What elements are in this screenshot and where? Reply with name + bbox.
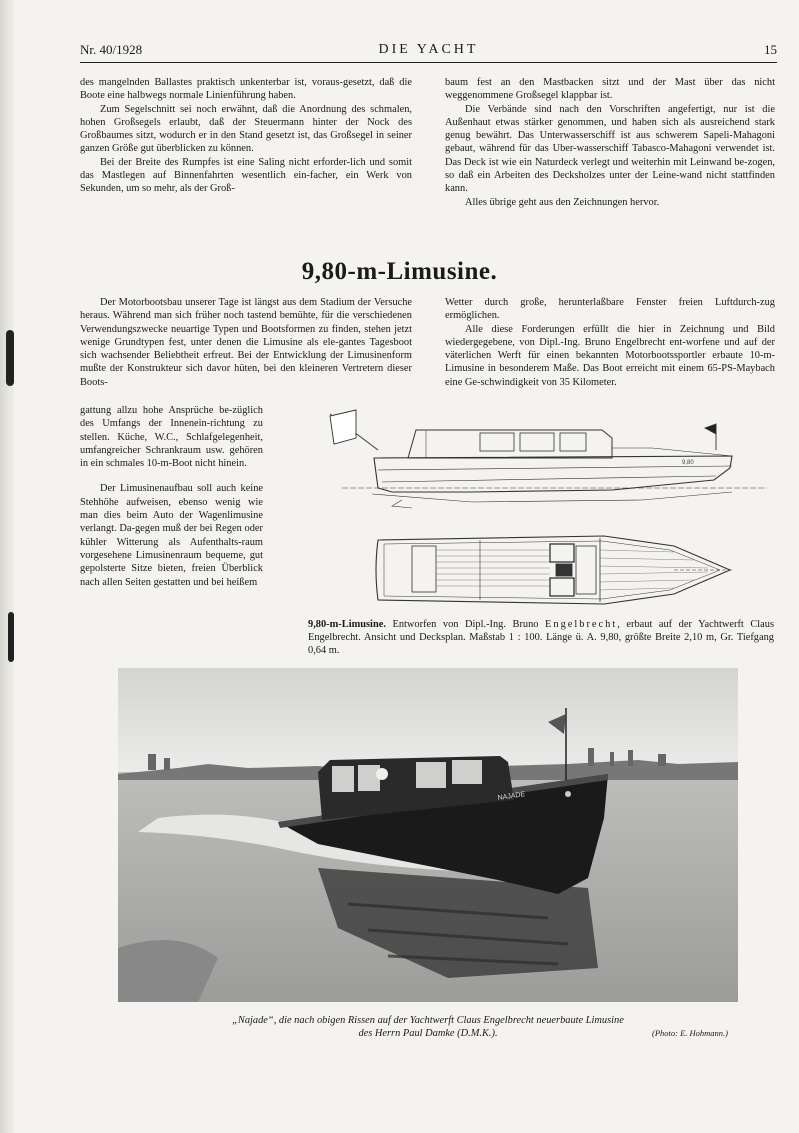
drawing-caption (308, 618, 774, 657)
paragraph: des mangelnden Ballastes praktisch unkenterbar ist, voraus-gesetzt, daß die Boote eine halbwegs normale Linienführung haben. (80, 77, 412, 102)
paragraph: gattung allzu hohe Ansprüche be-züglich des Umfangs der Innenein-richtung zu stellen. Küche, W.C., Schlafgelegenheit, umfangreicher Schrankraum usw. gehören in ein schmales 10-m-Boot nicht hinein. (80, 405, 263, 470)
drawing-label: 9,80 (682, 460, 694, 466)
side-elevation-drawing (312, 408, 774, 512)
article-left-column-wide (80, 296, 412, 389)
caption-designer-name: Engelbrecht (545, 619, 618, 630)
paragraph: Der Motorbootsbau unserer Tage ist längst aus dem Stadium der Versuche heraus. Während man sich früher noch tastend bemühte, für die verschiedenen Verwendungszwecke neuartige Typen und Bootsformen zu finden, stehen jetzt wenige Grundtypen fest, unter denen die Limusine als ele-gantes Tagesboot sich wachsender Beliebtheit erfreut. Bei der Entwicklung der Limusinenform mußte der Konstrukteur sich davor hüten, bei den kleineren Vertretern dieser Boots- (80, 297, 412, 388)
article-left-column-narrow (80, 404, 263, 589)
boat-photograph (118, 668, 738, 1002)
header-rule (80, 62, 777, 63)
paragraph: Die Verbände sind nach den Vorschriften angefertigt, nur ist die Außenhaut etwas stärker genommen, und haben sich als ausreichend stark genug bewährt. Das Unterwasserschiff ist aus schwerem Sapeli-Mahagoni gebaut, während für das Uber-wasserschiff Tabasco-Mahagoni verwendet ist. Das Deck ist wie ein Naturdeck verlegt und weiterhin mit Leinwand be-zogen, so daß ein Arbeiten des Decksholzes unter der Leine-wand nicht stattfinden kann. (445, 103, 775, 195)
paragraph: Zum Segelschnitt sei noch erwähnt, daß die Anordnung des schmalen, hohen Großsegels erlaubt, daß der Steuermann hinter der Nock des Großbaumes sitzt, wodurch er in den Stand gesetzt ist, das Großsegel in seiner ganzen Größe gut überblicken zu können. (80, 103, 412, 155)
photo-caption-line: „Najade“, die nach obigen Rissen auf der Yachtwerft Claus Engelbrecht neuerbaute Limusine (232, 1015, 624, 1026)
previous-article-left-column (80, 76, 412, 196)
binding-mark (6, 330, 14, 386)
paragraph: baum fest an den Mastbacken sitzt und der Mast über das nicht weggenommene Großsegel klappbar ist. (445, 77, 775, 102)
photo-credit: (Photo: E. Hohmann.) (651, 1028, 728, 1038)
journal-name: DIE YACHT (378, 42, 479, 57)
caption-text: Entworfen von Dipl.-Ing. Bruno (385, 619, 546, 630)
photo-caption-line: des Herrn Paul Damke (D.M.K.). (358, 1028, 498, 1039)
paragraph: Bei der Breite des Rumpfes ist eine Saling nicht erforder-lich und somit das Mastlegen auf Binnenfahrten wesentlich ein-facher, ein Werk von Sekunden, um so mehr, als der Groß- (80, 156, 412, 195)
paragraph: Wetter durch große, herunterlaßbare Fenster freien Luftdurch-zug ermöglichen. (445, 297, 775, 322)
caption-text: , erbaut auf der Yachtwerft Claus Engelbrecht. Ansicht und Decksplan. Maßstab 1 : 100. Länge ü. A. 9,80, größte Breite 2,10 m, Gr. Tiefgang 0,64 m. (308, 619, 774, 656)
paragraph: Alles übrige geht aus den Zeichnungen hervor. (465, 196, 660, 208)
page-header (80, 42, 777, 62)
issue-number: Nr. 40/1928 (80, 42, 143, 57)
page-number: 15 (764, 42, 777, 57)
article-right-column (445, 296, 775, 389)
binding-mark (8, 612, 14, 662)
hull-name: NAJADE (497, 791, 526, 802)
deck-plan-drawing (374, 530, 738, 612)
article-title: 9,80-m-Limusine. (301, 258, 498, 285)
paragraph: Der Limusinenaufbau soll auch keine Stehhöhe aufweisen, ebenso wenig wie man dies beim Auto der Wagenlimusine verlangt. Da-gegen muß der bei Regen oder kühler Witterung als Aufenthalts-raum vorgesehene Limusinenraum bequeme, gut gepolsterte Sitze bieten, freien Überblick nach allen Seiten gestatten und bei heißem (80, 483, 263, 588)
caption-title: 9,80-m-Limusine. (308, 619, 386, 630)
previous-article-right-column (445, 76, 775, 209)
page-binding-edge (0, 0, 14, 1133)
paragraph: Alle diese Forderungen erfüllt die hier in Zeichnung und Bild wiedergegebene, von Dipl.-Ing. Bruno Engelbrecht ent-worfene und auf der väterlichen Werft für einen bekannten Motorbootssportler erbaute 10-m-Limusine in besonderem Maße. Das Boot erreicht mit einem 65-PS-Maybach eine Ge-schwindigkeit von 35 Kilometer. (445, 323, 775, 388)
photo-caption (118, 1014, 738, 1040)
